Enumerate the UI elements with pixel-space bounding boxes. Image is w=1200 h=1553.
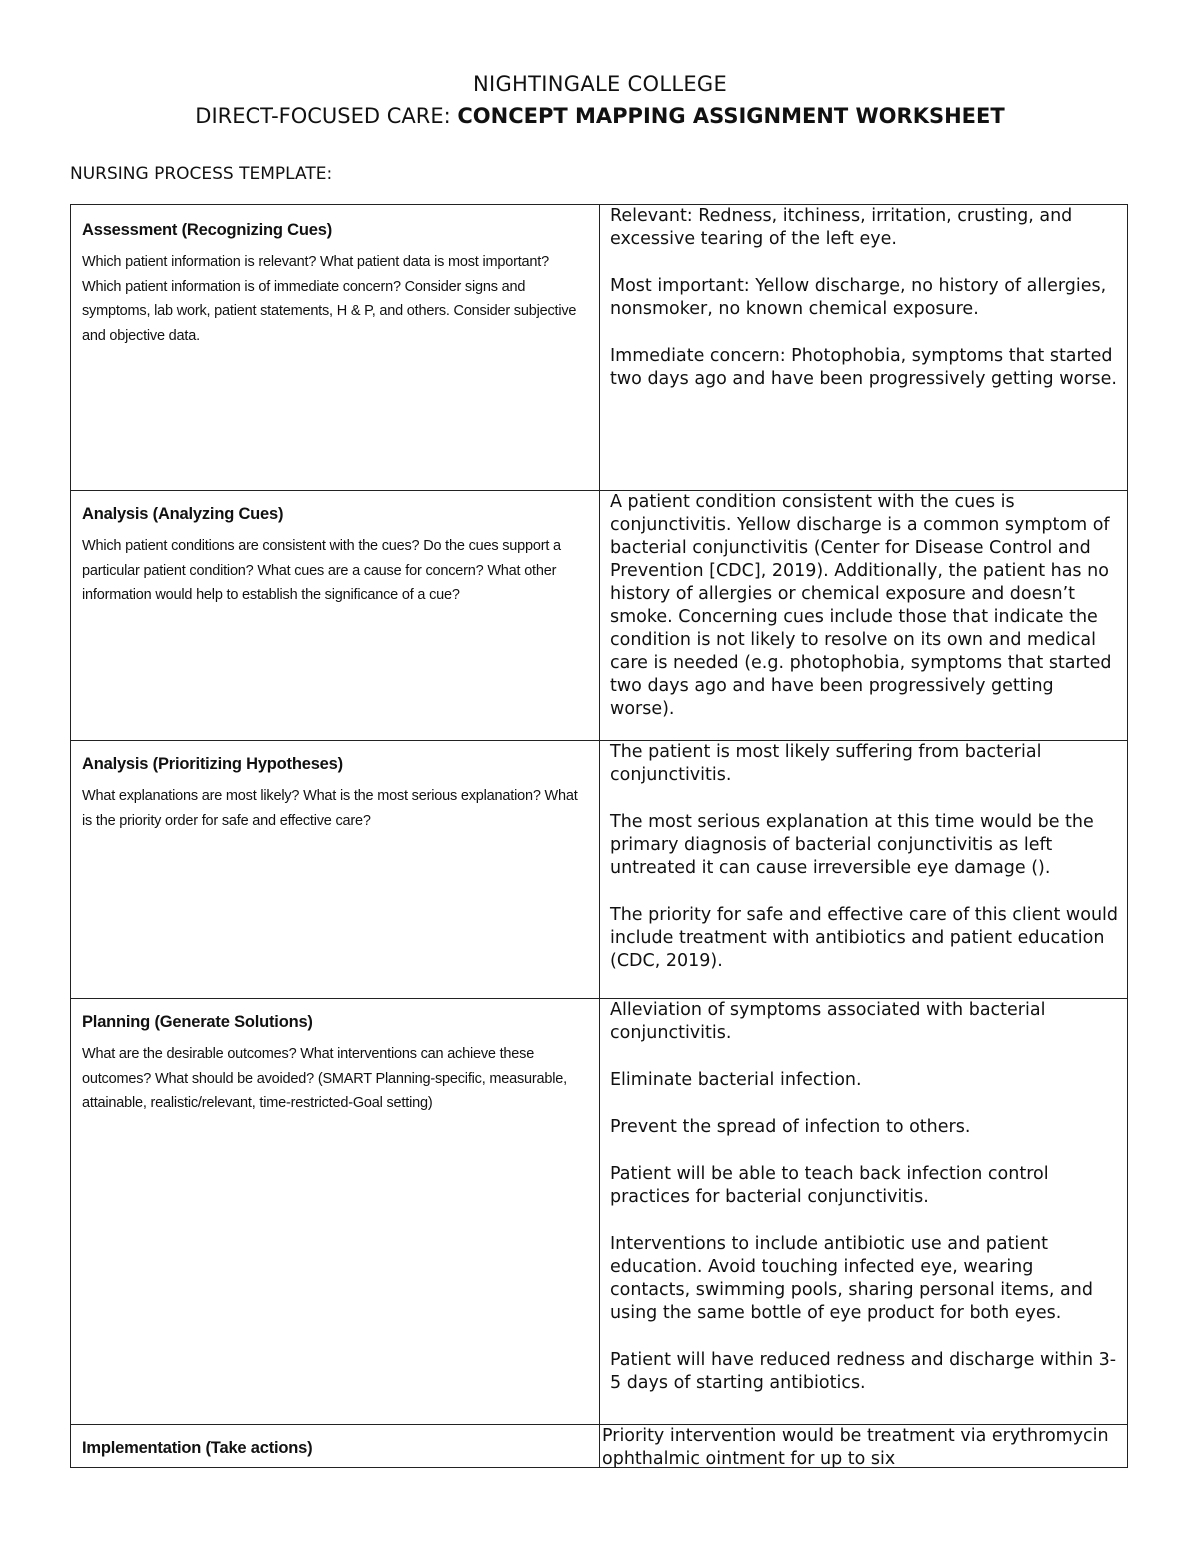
answer-paragraph: The patient is most likely suffering from bacterial conjunctivitis. (610, 742, 1042, 785)
answer-paragraph: Priority intervention would be treatment via erythromycin ophthalmic ointment for up to six (602, 1426, 1109, 1467)
answer-paragraph: Eliminate bacterial infection. (610, 1070, 862, 1090)
table-row-prioritizing-hypotheses (71, 740, 1127, 998)
row-prompt: What explanations are most likely? What is the most serious explanation? What is the priority order for safe and effective care? (82, 788, 578, 829)
answer-paragraph: Immediate concern: Photophobia, symptoms that started two days ago and have been progressively getting worse. (610, 346, 1117, 389)
answer-paragraph: Prevent the spread of infection to others. (610, 1117, 971, 1137)
institution-title: NIGHTINGALE COLLEGE (472, 72, 728, 96)
table-row-analyzing-cues (71, 490, 1127, 740)
answer-paragraph: A patient condition consistent with the cues is conjunctivitis. Yellow discharge is a common symptom of bacterial conjunctivitis (Center for Disease Control and Prevention [CDC], 2019). Additionally, the patient has no history of allergies or chemical exposure and doesn’t smoke. Concerning cues include those that indicate the condition is not likely to resolve on its own and medical care is needed (e.g. photophobia, symptoms that started two days ago and have been progressively getting worse). (610, 492, 1112, 719)
nursing-process-table (70, 204, 1128, 1468)
row-prompt-cell (71, 1425, 600, 1467)
row-answer-cell (600, 205, 1127, 490)
table-row-assessment (71, 205, 1127, 490)
row-prompt: What are the desirable outcomes? What interventions can achieve these outcomes? What should be avoided? (SMART Planning-specific, measurable, attainable, realistic/relevant, time-restricted-Goal setting) (82, 1046, 567, 1111)
answer-paragraph: The most serious explanation at this time would be the primary diagnosis of bacterial conjunctivitis as left untreated it can cause irreversible eye damage (). (610, 812, 1094, 878)
answer-paragraph: Most important: Yellow discharge, no history of allergies, nonsmoker, no known chemical exposure. (610, 276, 1107, 319)
row-prompt-cell (71, 491, 600, 740)
template-subtitle: NURSING PROCESS TEMPLATE: (70, 164, 333, 184)
row-answer-cell (600, 1425, 1127, 1467)
answer-paragraph: Interventions to include antibiotic use and patient education. Avoid touching infected eye, wearing contacts, swimming pools, sharing personal items, and using the same bottle of eye product for both eyes. (610, 1234, 1093, 1323)
row-answer-cell (600, 741, 1127, 998)
table-row-planning (71, 998, 1127, 1424)
row-prompt: Which patient information is relevant? What patient data is most important? Which patient information is of immediate concern? Consider signs and symptoms, lab work, patient statements, H & P, and others. Consider subjective and objective data. (82, 254, 577, 344)
row-prompt: Which patient conditions are consistent with the cues? Do the cues support a particular patient condition? What cues are a cause for concern? What other information would help to establish the significance of a cue? (82, 538, 561, 603)
table-row-implementation (71, 1424, 1127, 1467)
answer-paragraph: Patient will have reduced redness and discharge within 3-5 days of starting antibiotics. (610, 1350, 1117, 1393)
row-heading: Assessment (Recognizing Cues) (82, 221, 333, 239)
worksheet-title-prefix: DIRECT-FOCUSED CARE: (195, 104, 458, 128)
answer-paragraph: The priority for safe and effective care of this client would include treatment with antibiotics and patient education (CDC, 2019). (610, 905, 1119, 971)
worksheet-title-bold: CONCEPT MAPPING ASSIGNMENT WORKSHEET (457, 104, 1005, 128)
answer-paragraph: Patient will be able to teach back infection control practices for bacterial conjunctivitis. (610, 1164, 1049, 1207)
row-heading: Planning (Generate Solutions) (82, 1013, 313, 1031)
answer-paragraph: Alleviation of symptoms associated with bacterial conjunctivitis. (610, 1000, 1046, 1043)
answer-paragraph: Relevant: Redness, itchiness, irritation, crusting, and excessive tearing of the left eye. (610, 206, 1073, 249)
row-prompt-cell (71, 205, 600, 490)
row-answer-cell (600, 999, 1127, 1424)
row-prompt-cell (71, 741, 600, 998)
row-heading: Analysis (Analyzing Cues) (82, 505, 284, 523)
worksheet-title (0, 104, 1200, 128)
row-heading: Implementation (Take actions) (82, 1439, 313, 1457)
row-prompt-cell (71, 999, 600, 1424)
row-heading: Analysis (Prioritizing Hypotheses) (82, 755, 343, 773)
row-answer-cell (600, 491, 1127, 740)
